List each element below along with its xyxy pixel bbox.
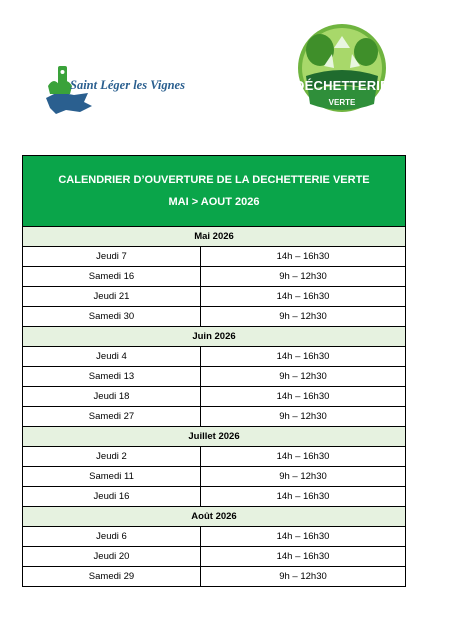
table-title xyxy=(23,156,406,227)
table-row xyxy=(23,247,406,267)
hours-cell: 14h – 16h30 xyxy=(201,247,406,267)
table-row xyxy=(23,407,406,427)
month-header-row xyxy=(23,507,406,527)
day-cell: Jeudi 20 xyxy=(23,547,201,567)
table-row xyxy=(23,527,406,547)
table-row xyxy=(23,267,406,287)
day-cell: Samedi 30 xyxy=(23,307,201,327)
table-row xyxy=(23,307,406,327)
hours-cell: 14h – 16h30 xyxy=(201,347,406,367)
day-cell: Jeudi 2 xyxy=(23,447,201,467)
day-cell: Samedi 11 xyxy=(23,467,201,487)
hours-cell: 14h – 16h30 xyxy=(201,487,406,507)
hours-cell: 9h – 12h30 xyxy=(201,267,406,287)
title-line-2: MAI > AOUT 2026 xyxy=(168,196,260,208)
hours-cell: 14h – 16h30 xyxy=(201,287,406,307)
badge-title: DÉCHETTERIE xyxy=(295,78,389,93)
day-cell: Jeudi 21 xyxy=(23,287,201,307)
table-header-row xyxy=(23,156,406,227)
month-label: Mai 2026 xyxy=(23,227,406,247)
hours-cell: 14h – 16h30 xyxy=(201,387,406,407)
table-row xyxy=(23,567,406,587)
town-name: Saint Léger les Vignes xyxy=(70,78,185,92)
town-logo xyxy=(44,62,184,120)
month-header-row xyxy=(23,327,406,347)
table-row xyxy=(23,347,406,367)
table-row xyxy=(23,447,406,467)
table-row xyxy=(23,287,406,307)
calendar-table xyxy=(22,155,406,587)
day-cell: Samedi 27 xyxy=(23,407,201,427)
table-row xyxy=(23,367,406,387)
table-row xyxy=(23,547,406,567)
hours-cell: 9h – 12h30 xyxy=(201,567,406,587)
day-cell: Jeudi 7 xyxy=(23,247,201,267)
dechetterie-badge xyxy=(290,20,394,116)
table-row xyxy=(23,387,406,407)
day-cell: Samedi 29 xyxy=(23,567,201,587)
title-line-1: CALENDRIER D’OUVERTURE DE LA DECHETTERIE VERTE xyxy=(58,174,370,186)
hours-cell: 14h – 16h30 xyxy=(201,527,406,547)
hours-cell: 9h – 12h30 xyxy=(201,407,406,427)
month-label: Juin 2026 xyxy=(23,327,406,347)
day-cell: Jeudi 16 xyxy=(23,487,201,507)
day-cell: Samedi 13 xyxy=(23,367,201,387)
month-label: Août 2026 xyxy=(23,507,406,527)
hours-cell: 9h – 12h30 xyxy=(201,307,406,327)
month-label: Juillet 2026 xyxy=(23,427,406,447)
day-cell: Jeudi 18 xyxy=(23,387,201,407)
badge-subtitle: VERTE xyxy=(328,98,356,107)
hours-cell: 14h – 16h30 xyxy=(201,447,406,467)
hours-cell: 9h – 12h30 xyxy=(201,367,406,387)
month-header-row xyxy=(23,227,406,247)
day-cell: Jeudi 4 xyxy=(23,347,201,367)
month-header-row xyxy=(23,427,406,447)
hours-cell: 14h – 16h30 xyxy=(201,547,406,567)
table-row xyxy=(23,487,406,507)
day-cell: Jeudi 6 xyxy=(23,527,201,547)
day-cell: Samedi 16 xyxy=(23,267,201,287)
hours-cell: 9h – 12h30 xyxy=(201,467,406,487)
table-row xyxy=(23,467,406,487)
